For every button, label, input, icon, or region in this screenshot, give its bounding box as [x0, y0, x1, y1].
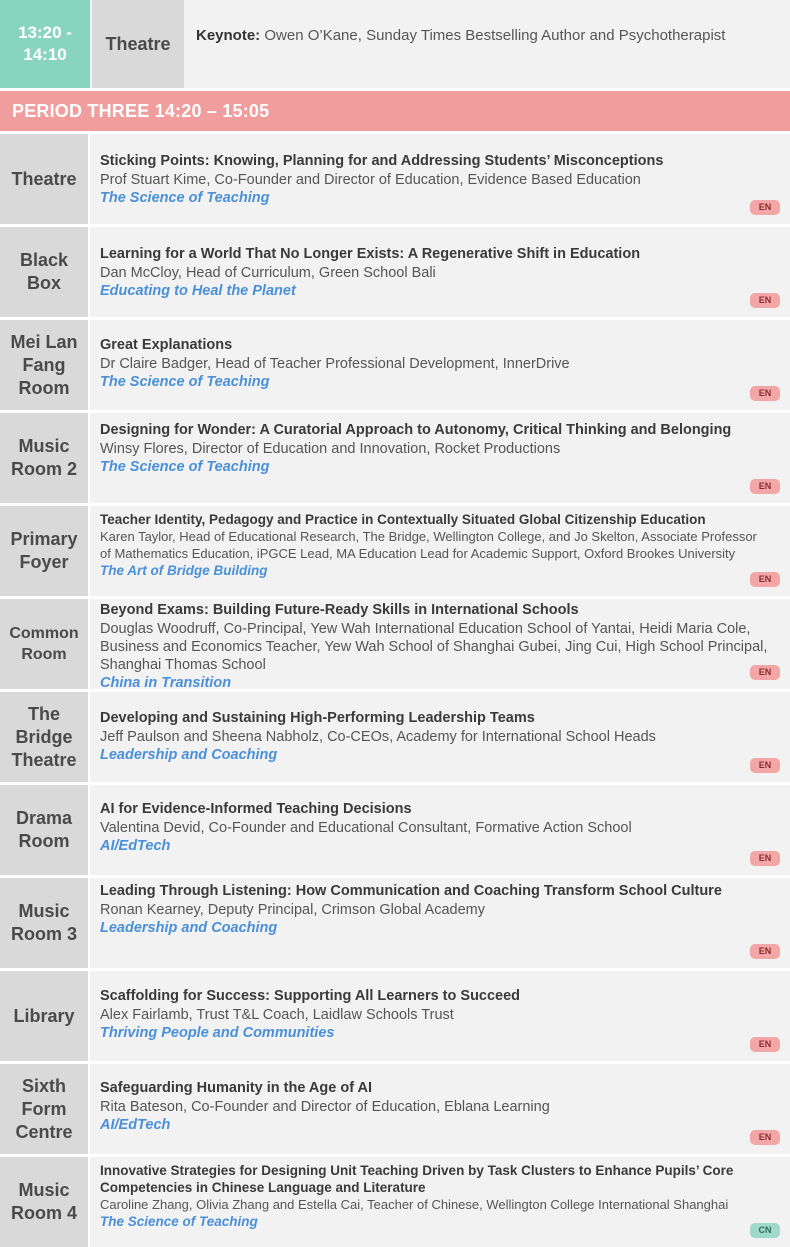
- session-content: [90, 692, 790, 782]
- session-title: Scaffolding for Success: Supporting All Learners to Succeed: [100, 988, 521, 1004]
- session-strand: The Art of Bridge Building: [100, 563, 268, 578]
- language-badge: EN: [750, 1037, 780, 1052]
- session-title: Designing for Wonder: A Curatorial Approach to Autonomy, Critical Thinking and Belonging: [100, 422, 732, 438]
- session-speaker: Alex Fairlamb, Trust T&L Coach, Laidlaw Schools Trust: [100, 1007, 454, 1023]
- session-content: [90, 878, 790, 968]
- session-title: Leading Through Listening: How Communication and Coaching Transform School Culture: [100, 883, 722, 899]
- session-content: [90, 1064, 790, 1154]
- session-strand: AI/EdTech: [100, 838, 171, 854]
- session-content: [90, 227, 790, 317]
- session-row: [0, 878, 790, 968]
- session-venue: Music Room 3: [0, 878, 88, 968]
- session-venue: Library: [0, 971, 88, 1061]
- language-badge: EN: [750, 293, 780, 308]
- session-venue: Music Room 2: [0, 413, 88, 503]
- language-badge: EN: [750, 572, 780, 587]
- session-content: [90, 320, 790, 410]
- session-strand: Leadership and Coaching: [100, 747, 278, 763]
- session-content: [90, 785, 790, 875]
- session-strand: The Science of Teaching: [100, 1214, 258, 1229]
- session-strand: The Science of Teaching: [100, 190, 270, 206]
- session-title: Sticking Points: Knowing, Planning for and Addressing Students’ Misconceptions: [100, 153, 664, 169]
- session-title: Innovative Strategies for Designing Unit Teaching Driven by Task Clusters to Enhance Pupils’ Core Competencies in Chinese Language and Literature: [100, 1163, 734, 1195]
- session-row: [0, 227, 790, 317]
- language-badge: EN: [750, 851, 780, 866]
- session-row: [0, 413, 790, 503]
- keynote-row: [0, 0, 790, 88]
- session-venue: The Bridge Theatre: [0, 692, 88, 782]
- session-strand: Thriving People and Communities: [100, 1025, 335, 1041]
- language-badge: EN: [750, 1130, 780, 1145]
- language-badge: EN: [750, 386, 780, 401]
- session-strand: Leadership and Coaching: [100, 920, 278, 936]
- session-row: [0, 599, 790, 689]
- session-strand: The Science of Teaching: [100, 374, 270, 390]
- session-speaker: Winsy Flores, Director of Education and Innovation, Rocket Productions: [100, 441, 561, 457]
- session-row: [0, 1157, 790, 1247]
- session-venue: Mei Lan Fang Room: [0, 320, 88, 410]
- session-content: [90, 506, 790, 596]
- session-venue: Drama Room: [0, 785, 88, 875]
- session-row: [0, 134, 790, 224]
- session-content: [90, 599, 790, 689]
- period-header: PERIOD THREE 14:20 – 15:05: [0, 91, 790, 131]
- session-strand: The Science of Teaching: [100, 459, 270, 475]
- session-venue: Primary Foyer: [0, 506, 88, 596]
- session-title: Developing and Sustaining High-Performing Leadership Teams: [100, 710, 535, 726]
- language-badge: EN: [750, 200, 780, 215]
- keynote-description: [196, 26, 756, 45]
- session-speaker: Karen Taylor, Head of Educational Research, The Bridge, Wellington College, and Jo Skelton, Associate Professor of Mathematics Education, iPGCE Lead, MA Education Lead for Academic Support, Oxford Brookes University: [100, 529, 757, 561]
- language-badge: EN: [750, 665, 780, 680]
- language-badge: EN: [750, 479, 780, 494]
- session-speaker: Rita Bateson, Co-Founder and Director of Education, Eblana Learning: [100, 1099, 550, 1115]
- session-title: Safeguarding Humanity in the Age of AI: [100, 1080, 373, 1096]
- session-speaker: Ronan Kearney, Deputy Principal, Crimson Global Academy: [100, 902, 485, 918]
- session-content: [90, 134, 790, 224]
- session-row: [0, 785, 790, 875]
- session-row: [0, 320, 790, 410]
- keynote-time: 13:20 - 14:10: [0, 0, 90, 88]
- session-row: [0, 971, 790, 1061]
- session-content: [90, 971, 790, 1061]
- session-speaker: Dan McCloy, Head of Curriculum, Green School Bali: [100, 265, 436, 281]
- session-venue: Music Room 4: [0, 1157, 88, 1247]
- session-title: Learning for a World That No Longer Exists: A Regenerative Shift in Education: [100, 246, 641, 262]
- session-speaker: Valentina Devid, Co-Founder and Educational Consultant, Formative Action School: [100, 820, 632, 836]
- session-speaker: Douglas Woodruff, Co-Principal, Yew Wah International Education School of Yantai, Heidi Maria Cole, Business and Economics Teacher, Yew Wah School of Shanghai Gubei, Jing Cui, High School Principal, Shanghai Thomas School: [100, 621, 768, 673]
- session-speaker: Prof Stuart Kime, Co-Founder and Director of Education, Evidence Based Education: [100, 172, 641, 188]
- session-title: AI for Evidence-Informed Teaching Decisions: [100, 801, 412, 817]
- session-row: [0, 506, 790, 596]
- session-speaker: Caroline Zhang, Olivia Zhang and Estella Cai, Teacher of Chinese, Wellington College International Shanghai: [100, 1197, 729, 1212]
- session-content: [90, 1157, 790, 1247]
- language-badge: CN: [750, 1223, 780, 1238]
- session-title: Beyond Exams: Building Future-Ready Skills in International Schools: [100, 602, 579, 618]
- session-content: [90, 413, 790, 503]
- language-badge: EN: [750, 758, 780, 773]
- session-row: [0, 1064, 790, 1154]
- keynote-venue: Theatre: [92, 0, 184, 88]
- session-venue: Sixth Form Centre: [0, 1064, 88, 1154]
- keynote-speaker: Owen O’Kane, Sunday Times Bestselling Author and Psychotherapist: [264, 27, 726, 44]
- session-venue: Common Room: [0, 599, 88, 689]
- keynote-label: Keynote:: [196, 27, 261, 44]
- language-badge: EN: [750, 944, 780, 959]
- session-row: [0, 692, 790, 782]
- session-venue: Black Box: [0, 227, 88, 317]
- session-strand: AI/EdTech: [100, 1117, 171, 1133]
- session-venue: Theatre: [0, 134, 88, 224]
- session-title: Teacher Identity, Pedagogy and Practice in Contextually Situated Global Citizenship Education: [100, 512, 706, 527]
- session-strand: Educating to Heal the Planet: [100, 283, 296, 299]
- session-speaker: Jeff Paulson and Sheena Nabholz, Co-CEOs, Academy for International School Heads: [100, 729, 656, 745]
- session-speaker: Dr Claire Badger, Head of Teacher Professional Development, InnerDrive: [100, 356, 570, 372]
- session-strand: China in Transition: [100, 675, 232, 691]
- session-title: Great Explanations: [100, 337, 233, 353]
